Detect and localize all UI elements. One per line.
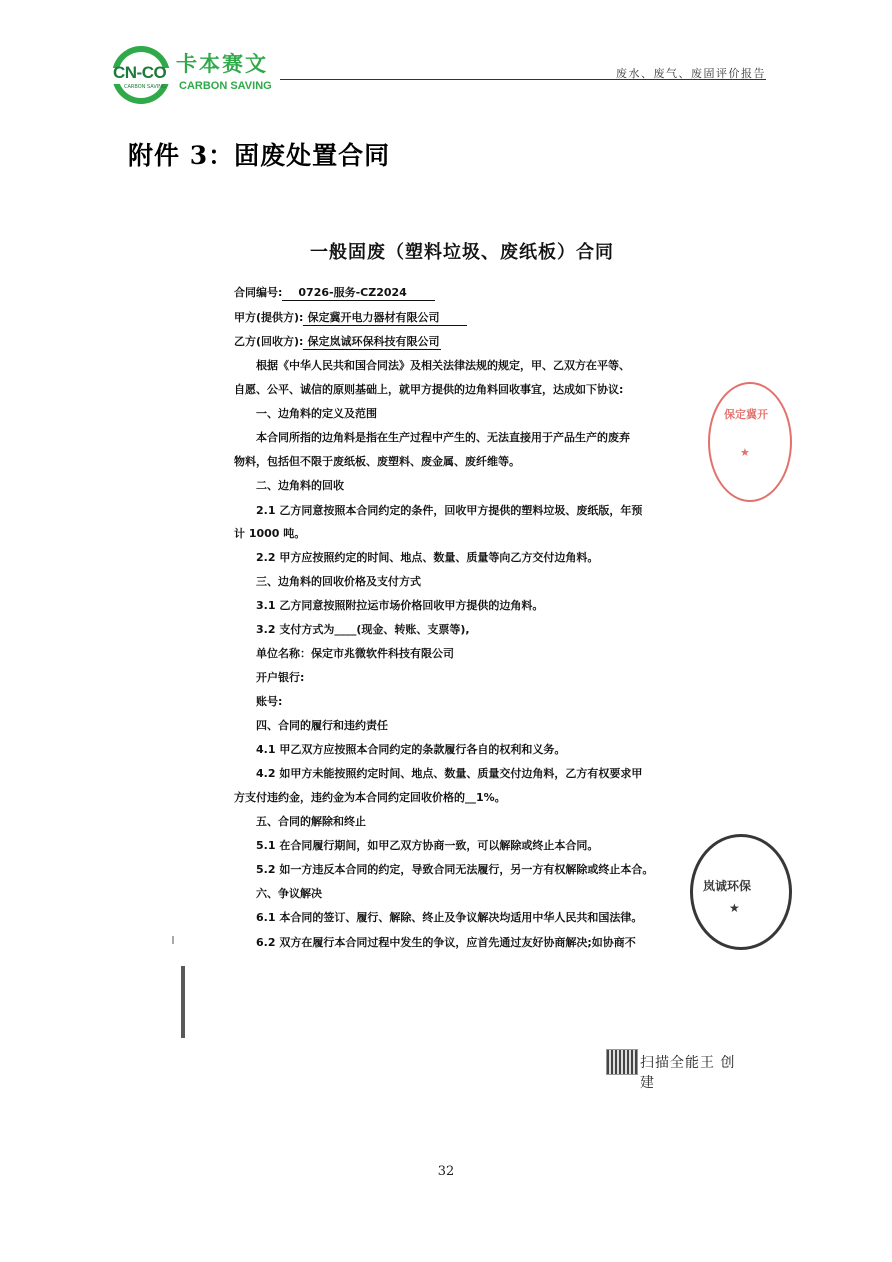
- paragraph: 5.1 在合同履行期间，如甲乙双方协商一致，可以解除或终止本合同。: [256, 839, 599, 852]
- paragraph: 4.1 甲乙双方应按照本合同约定的条款履行各自的权利和义务。: [256, 743, 566, 756]
- contract-number-label: 合同编号:: [234, 286, 283, 299]
- paragraph: 账号:: [256, 695, 283, 708]
- page-number: 32: [437, 1164, 455, 1179]
- seal-text: 岚诚环保: [703, 879, 752, 893]
- paragraph: 计 1000 吨。: [234, 527, 306, 540]
- logo-sub-text: CARBON SAVING: [124, 84, 166, 90]
- paragraph: 6.2 双方在履行本合同过程中发生的争议，应首先通过友好协商解决;如协商不: [256, 936, 636, 949]
- seal-star-icon: ★: [740, 446, 750, 459]
- brand-name-en: CARBON SAVING: [179, 80, 272, 92]
- section-heading: 三、边角料的回收价格及支付方式: [256, 575, 421, 588]
- contract-number: [234, 284, 435, 301]
- section-heading: 五、合同的解除和终止: [256, 815, 366, 828]
- scan-smudge: [172, 936, 174, 944]
- paragraph: 4.2 如甲方未能按照约定时间、地点、数量、质量交付边角料，乙方有权要求甲: [256, 767, 643, 780]
- section-heading: 二、边角料的回收: [256, 479, 344, 492]
- paragraph: 物料，包括但不限于废纸板、废塑料、废金属、废纤维等。: [234, 455, 520, 468]
- party-b: [234, 333, 441, 350]
- scan-smudge: [181, 966, 185, 1038]
- section-heading: 六、争议解决: [256, 887, 322, 900]
- paragraph: 3.1 乙方同意按照附拉运市场价格回收甲方提供的边角料。: [256, 599, 544, 612]
- brand-name-cn: 卡本赛文: [176, 52, 268, 76]
- paragraph: 5.2 如一方违反本合同的约定，导致合同无法履行，另一方有权解除或终止本合。: [256, 863, 654, 876]
- party-a: [234, 309, 467, 326]
- section-heading: 一、边角料的定义及范围: [256, 407, 377, 420]
- logo-co-text: CN-CO: [113, 63, 167, 82]
- contract-title: 一般固废（塑料垃圾、废纸板）合同: [310, 242, 614, 263]
- black-company-seal: [690, 834, 792, 950]
- party-b-value: 保定岚诚环保科技有限公司: [303, 333, 441, 350]
- section-heading: 四、合同的履行和违约责任: [256, 719, 388, 732]
- red-company-seal: [708, 382, 792, 502]
- scanner-watermark-text: 扫描全能王 创建: [640, 1055, 736, 1091]
- qr-code-icon: [606, 1049, 638, 1075]
- paragraph: 开户银行:: [256, 671, 305, 684]
- paragraph: 方支付违约金，违约金为本合同约定回收价格的__1%。: [234, 791, 506, 804]
- scanner-watermark: [600, 1046, 750, 1091]
- party-a-label: 甲方(提供方):: [234, 311, 304, 324]
- paragraph: 3.2 支付方式为____(现金、转账、支票等),: [256, 623, 470, 636]
- attachment-title: 附件 3：固废处置合同: [128, 141, 391, 170]
- paragraph: 单位名称：保定市兆微软件科技有限公司: [256, 647, 454, 660]
- page-header: [112, 44, 766, 106]
- paragraph: 自愿、公平、诚信的原则基础上，就甲方提供的边角料回收事宜，达成如下协议:: [234, 383, 624, 396]
- party-b-label: 乙方(回收方):: [234, 335, 304, 348]
- report-type: 废水、废气、废固评价报告: [616, 67, 766, 80]
- paragraph: 2.1 乙方同意按照本合同约定的条件，回收甲方提供的塑料垃圾、废纸版，年预: [256, 504, 643, 517]
- seal-text: 保定冀开: [724, 408, 768, 421]
- paragraph: 6.1 本合同的签订、履行、解除、终止及争议解决均适用中华人民共和国法律。: [256, 911, 643, 924]
- paragraph: 2.2 甲方应按照约定的时间、地点、数量、质量等向乙方交付边角料。: [256, 551, 599, 564]
- scanned-contract: [168, 214, 768, 1074]
- paragraph: 本合同所指的边角料是指在生产过程中产生的、无法直接用于产品生产的废弃: [256, 431, 630, 444]
- paragraph: 根据《中华人民共和国合同法》及相关法律法规的规定，甲、乙双方在平等、: [256, 359, 630, 372]
- contract-number-value: 0726-服务-CZ2024: [282, 284, 434, 301]
- seal-star-icon: ★: [729, 901, 740, 915]
- party-a-value: 保定冀开电力器材有限公司: [303, 309, 467, 326]
